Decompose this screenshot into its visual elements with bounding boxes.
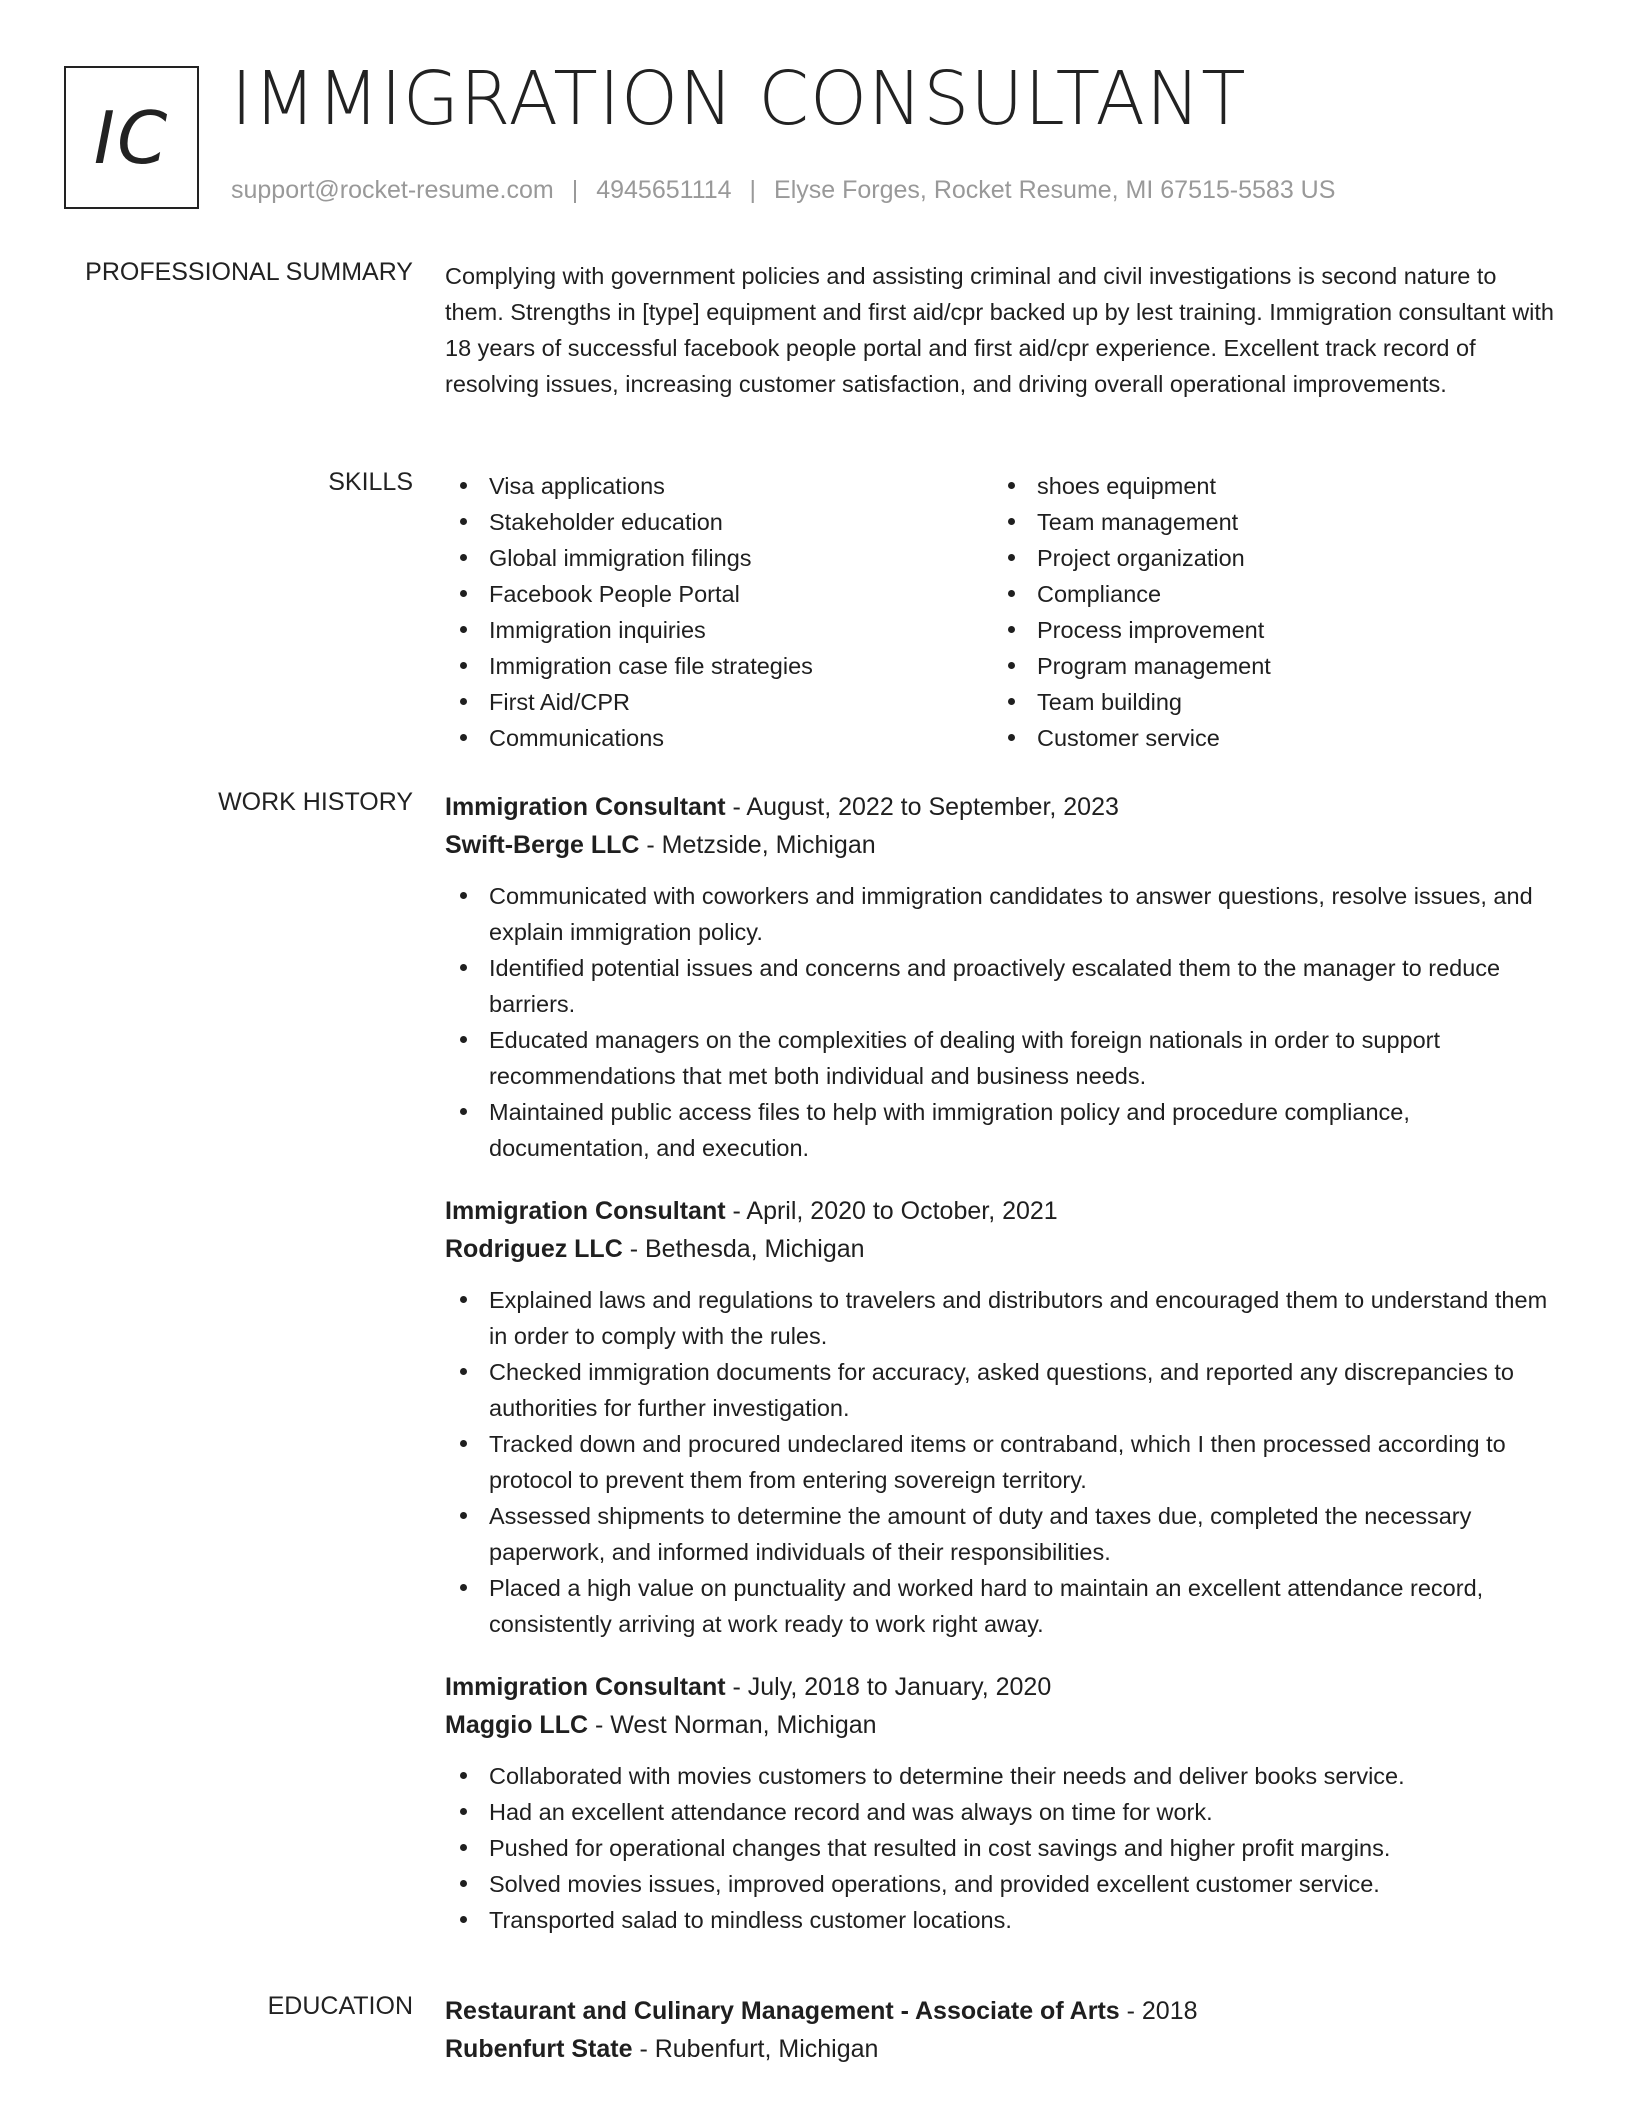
job-bullet-list (445, 1282, 1560, 1642)
skill-item: Team management (993, 504, 1541, 540)
skill-item: First Aid/CPR (445, 684, 993, 720)
section-title-work: WORK HISTORY (218, 788, 413, 816)
education-entry (445, 1992, 1560, 2068)
contact-address: Elyse Forges, Rocket Resume, MI 67515-5583 US (774, 176, 1336, 204)
skill-item: Visa applications (445, 468, 993, 504)
skill-item: Project organization (993, 540, 1541, 576)
work-history-list (445, 788, 1560, 1964)
job-dates: - July, 2018 to January, 2020 (725, 1673, 1052, 1701)
job-bullet: Placed a high value on punctuality and worked hard to maintain an excellent attendance record, consistently arriving at work ready to work right away. (445, 1570, 1560, 1642)
summary-text: Complying with government policies and assisting criminal and civil investigations is second nature to them. Strengths in [type] equipment and first aid/cpr backed up by lest training. Immigration consultant with 18 years of successful facebook people portal and first aid/cpr experience. Excellent track record of resolving issues, increasing customer satisfaction, and driving overall operational improvements. (445, 263, 1554, 397)
job-bullet: Identified potential issues and concerns and proactively escalated them to the manager to reduce barriers. (445, 950, 1560, 1022)
job-entry (445, 1668, 1560, 1938)
skill-item: Global immigration filings (445, 540, 993, 576)
skills-columns (445, 468, 1560, 756)
job-bullet: Solved movies issues, improved operations, and provided excellent customer service. (445, 1866, 1560, 1902)
education-school: Rubenfurt State (445, 2035, 633, 2063)
skill-item: Program management (993, 648, 1541, 684)
job-bullet: Checked immigration documents for accuracy, asked questions, and reported any discrepancies to authorities for further investigation. (445, 1354, 1560, 1426)
job-title-line (445, 1668, 1560, 1706)
education-school-line (445, 2030, 1560, 2068)
education-year: - 2018 (1119, 1997, 1198, 2025)
skill-item: shoes equipment (993, 468, 1541, 504)
job-dates: - August, 2022 to September, 2023 (725, 793, 1119, 821)
job-bullet: Assessed shipments to determine the amount of duty and taxes due, completed the necessary paperwork, and informed individuals of their responsibilities. (445, 1498, 1560, 1570)
job-entry (445, 1192, 1560, 1642)
job-bullet-list (445, 878, 1560, 1166)
job-bullet: Educated managers on the complexities of dealing with foreign nationals in order to support recommendations that met both individual and business needs. (445, 1022, 1560, 1094)
job-bullet: Explained laws and regulations to travelers and distributors and encouraged them to understand them in order to comply with the rules. (445, 1282, 1560, 1354)
section-title-education: EDUCATION (267, 1992, 413, 2020)
job-role: Immigration Consultant (445, 793, 726, 821)
skill-item: Immigration case file strategies (445, 648, 993, 684)
contact-separator: | (749, 176, 757, 204)
skills-list-left (445, 468, 993, 756)
contact-phone: 4945651114 (596, 176, 732, 204)
skill-item: Team building (993, 684, 1541, 720)
job-bullet: Tracked down and procured undeclared items or contraband, which I then processed according to protocol to prevent them from entering sovereign territory. (445, 1426, 1560, 1498)
skill-item: Immigration inquiries (445, 612, 993, 648)
education-degree: Restaurant and Culinary Management - Associate of Arts (445, 1997, 1120, 2025)
job-entry (445, 788, 1560, 1166)
job-bullet: Maintained public access files to help with immigration policy and procedure compliance, documentation, and execution. (445, 1094, 1560, 1166)
contact-email: support@rocket-resume.com (231, 176, 554, 204)
job-bullet: Communicated with coworkers and immigration candidates to answer questions, resolve issues, and explain immigration policy. (445, 878, 1560, 950)
job-dates: - April, 2020 to October, 2021 (725, 1197, 1058, 1225)
skill-item: Stakeholder education (445, 504, 993, 540)
skill-item: Customer service (993, 720, 1541, 756)
contact-separator: | (571, 176, 579, 204)
job-bullet: Had an excellent attendance record and was always on time for work. (445, 1794, 1560, 1830)
job-title-line (445, 788, 1560, 826)
job-company: Rodriguez LLC (445, 1235, 623, 1263)
job-company: Swift-Berge LLC (445, 831, 640, 859)
skill-item: Communications (445, 720, 993, 756)
job-company-line (445, 826, 1560, 864)
skill-item: Compliance (993, 576, 1541, 612)
job-company: Maggio LLC (445, 1711, 589, 1739)
education-degree-line (445, 1992, 1560, 2030)
job-role: Immigration Consultant (445, 1197, 726, 1225)
job-location: - West Norman, Michigan (588, 1711, 877, 1739)
skill-item: Facebook People Portal (445, 576, 993, 612)
job-company-line (445, 1706, 1560, 1744)
monogram-initials: IC (93, 95, 170, 180)
section-title-skills: SKILLS (328, 468, 413, 496)
skills-list-right (993, 468, 1541, 756)
job-company-line (445, 1230, 1560, 1268)
education-location: - Rubenfurt, Michigan (632, 2035, 879, 2063)
job-location: - Metzside, Michigan (639, 831, 876, 859)
job-bullet: Collaborated with movies customers to determine their needs and deliver books service. (445, 1758, 1560, 1794)
skill-item: Process improvement (993, 612, 1541, 648)
job-role: Immigration Consultant (445, 1673, 726, 1701)
job-bullet: Transported salad to mindless customer locations. (445, 1902, 1560, 1938)
page-title: IMMIGRATION CONSULTANT (231, 56, 1247, 142)
monogram-box (64, 66, 199, 209)
job-bullet: Pushed for operational changes that resulted in cost savings and higher profit margins. (445, 1830, 1560, 1866)
job-location: - Bethesda, Michigan (622, 1235, 865, 1263)
contact-line (231, 176, 1335, 205)
job-bullet-list (445, 1758, 1560, 1938)
job-title-line (445, 1192, 1560, 1230)
section-title-summary: PROFESSIONAL SUMMARY (85, 258, 413, 286)
